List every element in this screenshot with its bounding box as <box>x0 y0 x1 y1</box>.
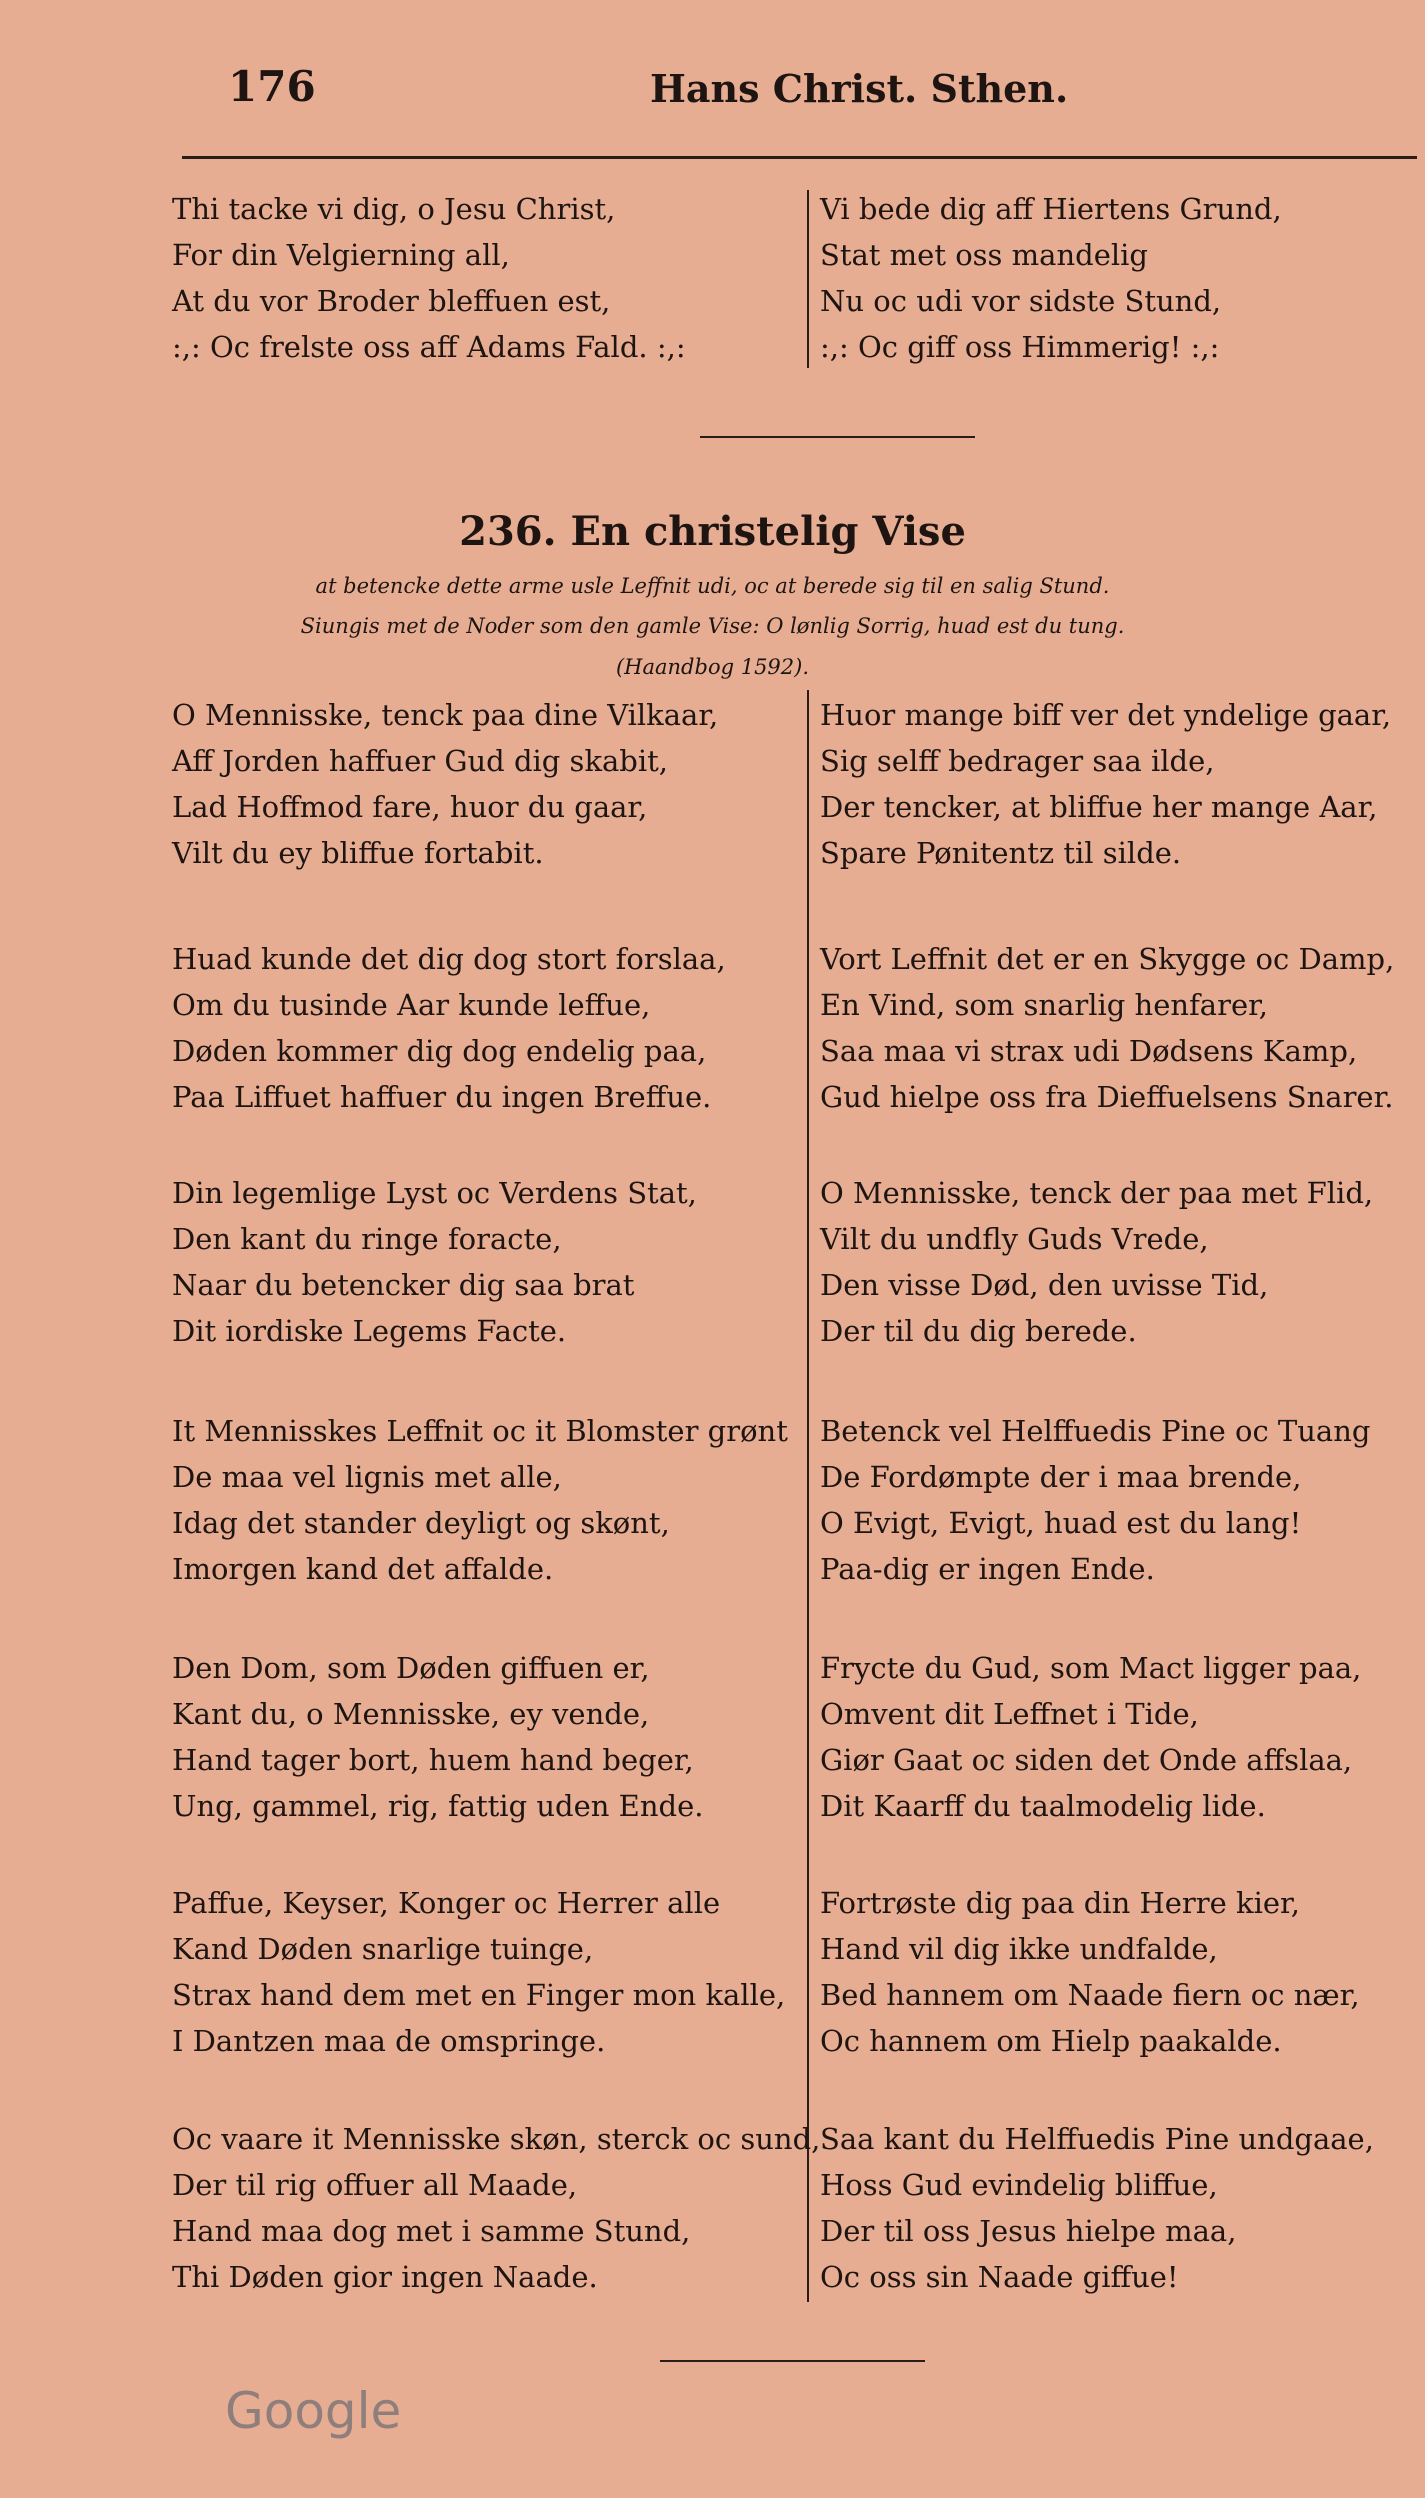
verse-line: Der til rig offuer all Maade, <box>172 2168 578 2202</box>
stanza-right-1 <box>820 692 1391 876</box>
prev-hymn-stanza-right <box>820 186 1282 370</box>
verse-line: Nu oc udi vor sidste Stund, <box>820 284 1222 318</box>
end-rule <box>660 2360 925 2362</box>
stanza-left-3 <box>172 1170 697 1354</box>
verse-line: Spare Pønitentz til silde. <box>820 836 1182 870</box>
verse-line: :,: Oc frelste oss aff Adams Fald. :,: <box>172 330 686 364</box>
section-rule <box>700 436 975 438</box>
verse-line: Døden kommer dig dog endelig paa, <box>172 1034 707 1068</box>
verse-line: Paa Liffuet haffuer du ingen Breffue. <box>172 1080 712 1114</box>
stanza-right-7 <box>820 2116 1374 2300</box>
verse-line: Dit Kaarff du taalmodelig lide. <box>820 1789 1266 1823</box>
verse-line: Hoss Gud evindelig bliffue, <box>820 2168 1218 2202</box>
verse-line: O Mennisske, tenck der paa met Flid, <box>820 1176 1374 1210</box>
verse-line: Betenck vel Helffuedis Pine oc Tuang <box>820 1414 1371 1448</box>
verse-line: Vi bede dig aff Hiertens Grund, <box>820 192 1282 226</box>
verse-line: Thi tacke vi dig, o Jesu Christ, <box>172 192 616 226</box>
stanza-left-7 <box>172 2116 820 2300</box>
running-head: Hans Christ. Sthen. <box>650 66 1069 111</box>
verse-line: Huad kunde det dig dog stort forslaa, <box>172 942 726 976</box>
verse-line: Bed hannem om Naade fiern oc nær, <box>820 1978 1360 2012</box>
hymn-subtitle: at betencke dette arme usle Leffnit udi, oc at berede sig til en salig Stund. <box>315 574 1110 598</box>
verse-line: Der tencker, at bliffue her mange Aar, <box>820 790 1378 824</box>
verse-line: Kand Døden snarlige tuinge, <box>172 1932 594 1966</box>
verse-line: Den Dom, som Døden giffuen er, <box>172 1651 650 1685</box>
verse-line: Hand tager bort, huem hand beger, <box>172 1743 694 1777</box>
verse-line: Saa maa vi strax udi Dødsens Kamp, <box>820 1034 1358 1068</box>
verse-line: De maa vel lignis met alle, <box>172 1460 562 1494</box>
verse-line: Oc hannem om Hielp paakalde. <box>820 2024 1282 2058</box>
stanza-right-5 <box>820 1645 1361 1829</box>
verse-line: For din Velgierning all, <box>172 238 510 272</box>
verse-line: Idag det stander deyligt og skønt, <box>172 1506 670 1540</box>
verse-line: Ung, gammel, rig, fattig uden Ende. <box>172 1789 704 1823</box>
stanza-right-6 <box>820 1880 1360 2064</box>
stanza-left-4 <box>172 1408 788 1592</box>
verse-line: Oc oss sin Naade giffue! <box>820 2260 1179 2294</box>
verse-line: Strax hand dem met en Finger mon kalle, <box>172 1978 786 2012</box>
stanza-right-3 <box>820 1170 1373 1354</box>
verse-line: Dit iordiske Legems Facte. <box>172 1314 567 1348</box>
verse-line: Imorgen kand det affalde. <box>172 1552 554 1586</box>
verse-line: Vilt du ey bliffue fortabit. <box>172 836 544 870</box>
verse-line: At du vor Broder bleffuen est, <box>172 284 611 318</box>
hymn-title: 236. En christelig Vise <box>459 508 966 555</box>
verse-line: O Evigt, Evigt, huad est du lang! <box>820 1506 1302 1540</box>
verse-line: De Fordømpte der i maa brende, <box>820 1460 1302 1494</box>
verse-line: It Mennisskes Leffnit oc it Blomster grønt <box>172 1414 788 1448</box>
stanza-left-5 <box>172 1645 703 1829</box>
stanza-left-2 <box>172 936 726 1120</box>
verse-line: Den kant du ringe foracte, <box>172 1222 562 1256</box>
column-divider <box>807 690 809 2302</box>
verse-line: Oc vaare it Mennisske skøn, sterck oc sund, <box>172 2122 821 2156</box>
verse-line: Giør Gaat oc siden det Onde affslaa, <box>820 1743 1353 1777</box>
verse-line: Aff Jorden haffuer Gud dig skabit, <box>172 744 669 778</box>
verse-line: Vilt du undfly Guds Vrede, <box>820 1222 1209 1256</box>
verse-line: Paa-dig er ingen Ende. <box>820 1552 1155 1586</box>
verse-line: Huor mange biff ver det yndelige gaar, <box>820 698 1392 732</box>
stanza-left-1 <box>172 692 718 876</box>
stanza-right-2 <box>820 936 1394 1120</box>
verse-line: Paffue, Keyser, Konger oc Herrer alle <box>172 1886 721 1920</box>
verse-line: Thi Døden gior ingen Naade. <box>172 2260 598 2294</box>
verse-line: Naar du betencker dig saa brat <box>172 1268 635 1302</box>
verse-line: Gud hielpe oss fra Dieffuelsens Snarer. <box>820 1080 1394 1114</box>
verse-line: Hand vil dig ikke undfalde, <box>820 1932 1218 1966</box>
verse-line: Frycte du Gud, som Mact ligger paa, <box>820 1651 1362 1685</box>
verse-line: :,: Oc giff oss Himmerig! :,: <box>820 330 1220 364</box>
verse-line: Den visse Død, den uvisse Tid, <box>820 1268 1269 1302</box>
verse-line: Lad Hoffmod fare, huor du gaar, <box>172 790 648 824</box>
hymn-source: (Haandbog 1592). <box>615 655 810 679</box>
google-watermark: Google <box>225 2382 402 2440</box>
verse-line: Omvent dit Leffnet i Tide, <box>820 1697 1199 1731</box>
verse-line: I Dantzen maa de omspringe. <box>172 2024 606 2058</box>
prev-hymn-stanza-left <box>172 186 686 370</box>
verse-line: Stat met oss mandelig <box>820 238 1148 272</box>
header-rule <box>182 156 1417 159</box>
verse-line: Kant du, o Mennisske, ey vende, <box>172 1697 650 1731</box>
verse-line: Hand maa dog met i samme Stund, <box>172 2214 691 2248</box>
page-number: 176 <box>228 62 316 111</box>
verse-line: Der til oss Jesus hielpe maa, <box>820 2214 1237 2248</box>
verse-line: En Vind, som snarlig henfarer, <box>820 988 1269 1022</box>
verse-line: O Mennisske, tenck paa dine Vilkaar, <box>172 698 719 732</box>
verse-line: Saa kant du Helffuedis Pine undgaae, <box>820 2122 1374 2156</box>
stanza-left-6 <box>172 1880 785 2064</box>
verse-line: Sig selff bedrager saa ilde, <box>820 744 1215 778</box>
hymn-melody-note: Siungis met de Noder som den gamle Vise: O lønlig Sorrig, huad est du tung. <box>300 614 1125 638</box>
column-divider <box>807 190 809 368</box>
verse-line: Der til du dig berede. <box>820 1314 1137 1348</box>
verse-line: Vort Leffnit det er en Skygge oc Damp, <box>820 942 1395 976</box>
stanza-right-4 <box>820 1408 1370 1592</box>
verse-line: Om du tusinde Aar kunde leffue, <box>172 988 651 1022</box>
verse-line: Din legemlige Lyst oc Verdens Stat, <box>172 1176 697 1210</box>
verse-line: Fortrøste dig paa din Herre kier, <box>820 1886 1300 1920</box>
